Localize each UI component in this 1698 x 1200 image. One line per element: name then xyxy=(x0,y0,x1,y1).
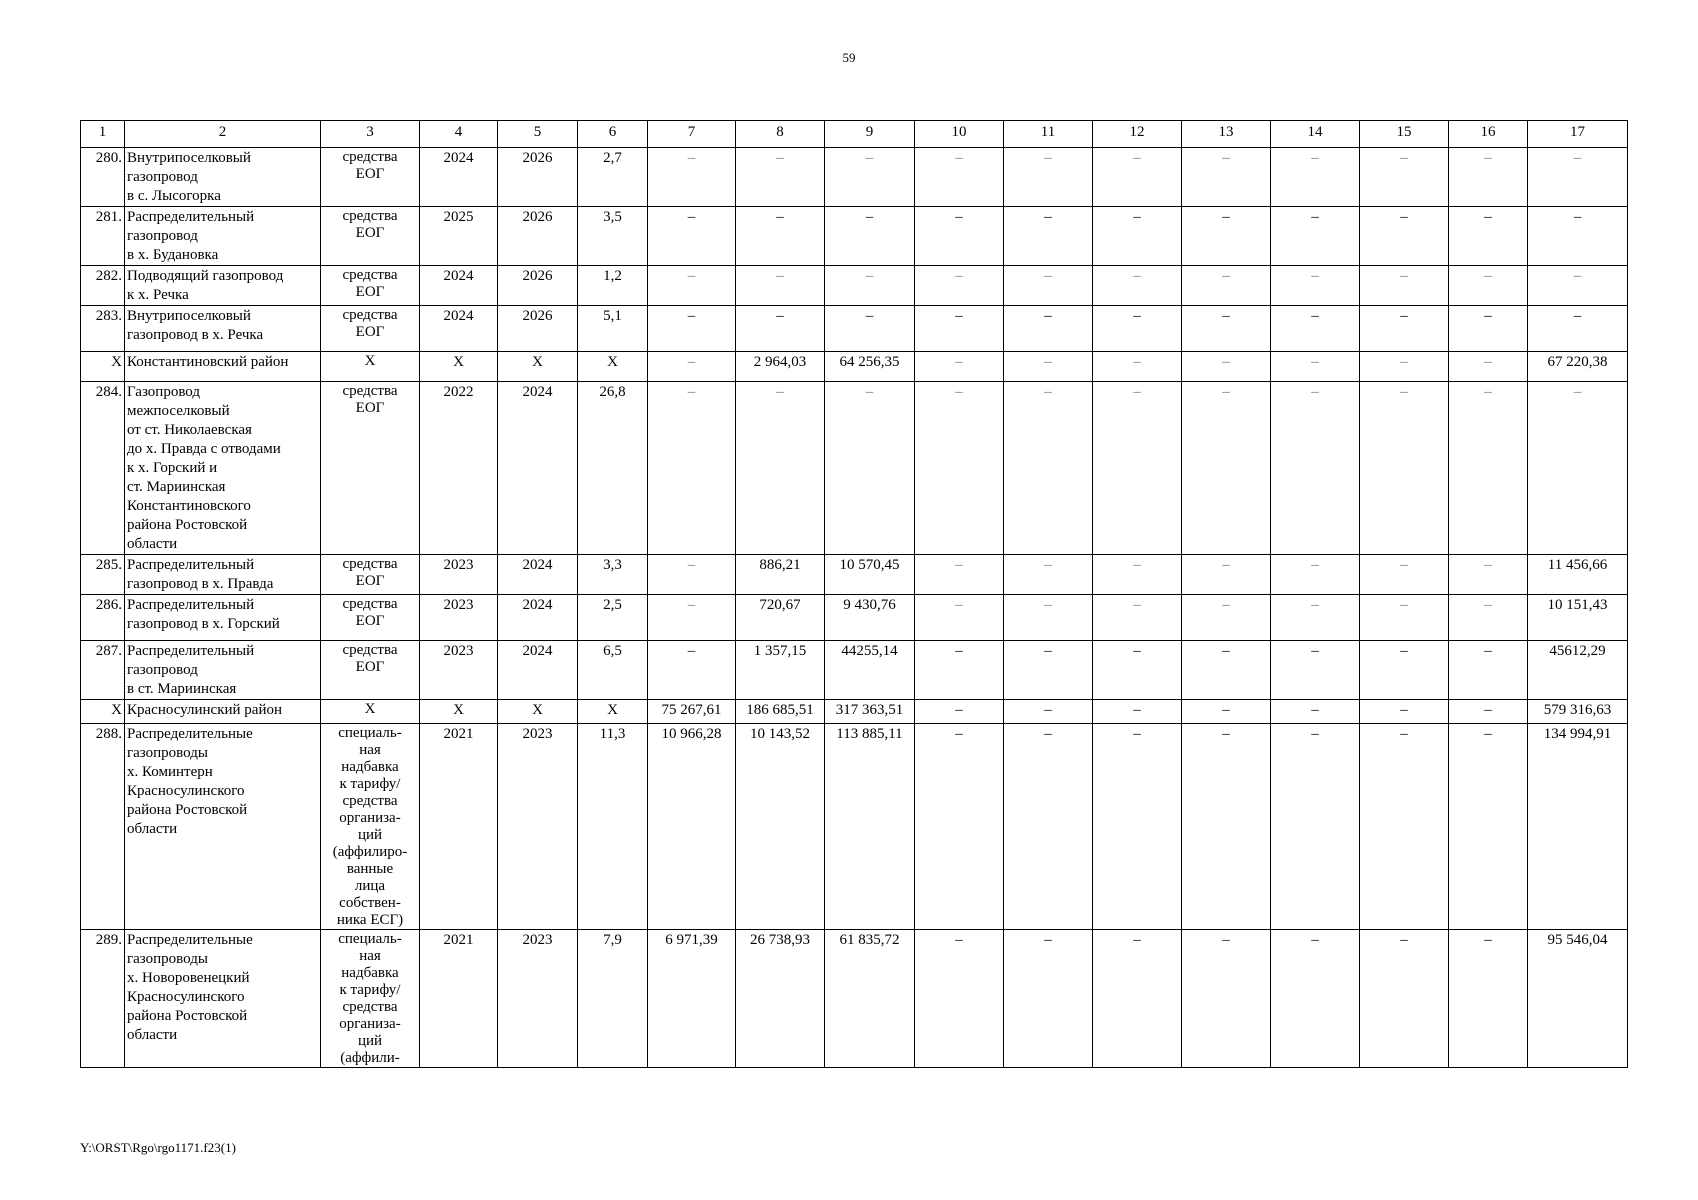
table-cell: 45612,29 xyxy=(1528,641,1628,700)
table-cell: 2024 xyxy=(420,266,498,306)
table-cell: – xyxy=(915,724,1004,930)
header-cell: 7 xyxy=(648,121,736,148)
table-cell: 2026 xyxy=(498,207,578,266)
table-row xyxy=(81,382,1628,555)
header-cell: 11 xyxy=(1004,121,1093,148)
table-cell: 2023 xyxy=(420,595,498,641)
table-cell: 26,8 xyxy=(578,382,648,555)
table-cell: – xyxy=(915,148,1004,207)
table-cell: 2021 xyxy=(420,724,498,930)
table-cell: – xyxy=(1004,148,1093,207)
table-cell: 3,3 xyxy=(578,555,648,595)
table-cell: 6,5 xyxy=(578,641,648,700)
header-cell: 8 xyxy=(736,121,825,148)
table-cell: – xyxy=(1528,382,1628,555)
table-cell: – xyxy=(1271,700,1360,724)
table-cell: 579 316,63 xyxy=(1528,700,1628,724)
table-cell: – xyxy=(1182,700,1271,724)
table-cell: – xyxy=(1271,148,1360,207)
table-cell: 2024 xyxy=(498,555,578,595)
table-cell: – xyxy=(1182,207,1271,266)
header-cell: 17 xyxy=(1528,121,1628,148)
table-cell: – xyxy=(1449,641,1528,700)
table-cell: Х xyxy=(420,352,498,382)
table-cell: средства ЕОГ xyxy=(321,382,420,555)
table-cell: – xyxy=(1528,148,1628,207)
table-cell: 44255,14 xyxy=(825,641,915,700)
table-cell: – xyxy=(1093,555,1182,595)
table-cell: – xyxy=(648,207,736,266)
table-cell: 11,3 xyxy=(578,724,648,930)
table-cell: 95 546,04 xyxy=(1528,930,1628,1068)
table-cell: средства ЕОГ xyxy=(321,148,420,207)
table-cell: – xyxy=(648,555,736,595)
object-name-cell: Внутрипоселковый газопровод в с. Лысогорка xyxy=(125,148,321,207)
table-cell: – xyxy=(648,266,736,306)
table-cell: – xyxy=(1360,306,1449,352)
table-cell: – xyxy=(825,382,915,555)
table-cell: – xyxy=(1004,641,1093,700)
table-cell: – xyxy=(1182,641,1271,700)
object-name-cell: Распределительный газопровод в ст. Мариинская xyxy=(125,641,321,700)
table-cell: – xyxy=(915,930,1004,1068)
object-name-cell: Распределительный газопровод в х. Правда xyxy=(125,555,321,595)
object-name-cell: Газопровод межпоселковый от ст. Николаевская до х. Правда с отводами к х. Горский и ст. Мариинская Константиновского района Ростовской области xyxy=(125,382,321,555)
table-cell: – xyxy=(915,306,1004,352)
table-cell: – xyxy=(1271,595,1360,641)
table-cell: – xyxy=(1271,352,1360,382)
row-number-cell: Х xyxy=(81,352,125,382)
header-cell: 13 xyxy=(1182,121,1271,148)
table-cell: средства ЕОГ xyxy=(321,207,420,266)
table-cell: – xyxy=(1271,306,1360,352)
header-cell: 14 xyxy=(1271,121,1360,148)
table-cell: – xyxy=(1271,555,1360,595)
table-row xyxy=(81,724,1628,930)
table-cell: 2024 xyxy=(498,641,578,700)
table-cell: – xyxy=(915,595,1004,641)
table-row xyxy=(81,306,1628,352)
table-cell: 2024 xyxy=(498,595,578,641)
header-cell: 10 xyxy=(915,121,1004,148)
table-cell: 2,7 xyxy=(578,148,648,207)
table-cell: – xyxy=(1093,595,1182,641)
table-cell: – xyxy=(1182,595,1271,641)
table-cell: 113 885,11 xyxy=(825,724,915,930)
table-cell: 10 143,52 xyxy=(736,724,825,930)
object-name-cell: Распределительный газопровод в х. Горский xyxy=(125,595,321,641)
table-cell: 2025 xyxy=(420,207,498,266)
page-number: 59 xyxy=(842,50,856,65)
table-cell: – xyxy=(825,266,915,306)
object-name-cell: Распределительные газопроводы х. Новоровенецкий Красносулинского района Ростовской области xyxy=(125,930,321,1068)
table-cell: – xyxy=(1449,306,1528,352)
table-cell: Х xyxy=(578,700,648,724)
table-cell: – xyxy=(915,555,1004,595)
table-cell: – xyxy=(1449,148,1528,207)
table-cell: – xyxy=(915,700,1004,724)
table-row xyxy=(81,207,1628,266)
table-cell: – xyxy=(1449,352,1528,382)
table-cell: – xyxy=(1004,555,1093,595)
table-cell: – xyxy=(1182,724,1271,930)
table-cell: – xyxy=(1093,306,1182,352)
table-cell: – xyxy=(1271,382,1360,555)
table-cell: 61 835,72 xyxy=(825,930,915,1068)
table-cell: 2022 xyxy=(420,382,498,555)
table-cell: – xyxy=(1360,207,1449,266)
table-cell: – xyxy=(1182,148,1271,207)
table-cell: – xyxy=(1093,148,1182,207)
table-cell: – xyxy=(825,207,915,266)
table-cell: – xyxy=(1093,724,1182,930)
table-cell: 75 267,61 xyxy=(648,700,736,724)
table-cell: – xyxy=(648,306,736,352)
table-cell: 10 570,45 xyxy=(825,555,915,595)
table-cell: – xyxy=(1360,148,1449,207)
table-cell: – xyxy=(1271,641,1360,700)
table-cell: – xyxy=(1004,352,1093,382)
table-cell: – xyxy=(1093,352,1182,382)
table-cell: – xyxy=(1004,724,1093,930)
table-cell: – xyxy=(1004,930,1093,1068)
table-row xyxy=(81,148,1628,207)
table-cell: 67 220,38 xyxy=(1528,352,1628,382)
table-cell: 2023 xyxy=(498,724,578,930)
table-cell: – xyxy=(1093,700,1182,724)
table-cell: Х xyxy=(420,700,498,724)
table-cell: 2023 xyxy=(420,555,498,595)
object-name-cell: Константиновский район xyxy=(125,352,321,382)
header-row xyxy=(81,121,1628,148)
table-cell: – xyxy=(736,207,825,266)
footer-path: Y:\ORST\Rgo\rgo1171.f23(1) xyxy=(80,1140,236,1155)
table-cell: – xyxy=(1182,930,1271,1068)
table-row xyxy=(81,930,1628,1068)
row-number-cell: 283. xyxy=(81,306,125,352)
table-cell: Х xyxy=(578,352,648,382)
table-cell: 2024 xyxy=(498,382,578,555)
table-cell: 11 456,66 xyxy=(1528,555,1628,595)
table-cell: 2 964,03 xyxy=(736,352,825,382)
table-cell: – xyxy=(1182,352,1271,382)
table-cell: – xyxy=(1182,555,1271,595)
table-cell: – xyxy=(648,382,736,555)
table-cell: – xyxy=(1360,595,1449,641)
table-cell: – xyxy=(1449,207,1528,266)
table-cell: – xyxy=(915,641,1004,700)
table-cell: 317 363,51 xyxy=(825,700,915,724)
header-cell: 1 xyxy=(81,121,125,148)
table-cell: 6 971,39 xyxy=(648,930,736,1068)
table-row xyxy=(81,555,1628,595)
table-cell: средства ЕОГ xyxy=(321,266,420,306)
table-cell: – xyxy=(736,382,825,555)
table-cell: 720,67 xyxy=(736,595,825,641)
table-cell: – xyxy=(1182,306,1271,352)
table-cell: – xyxy=(648,352,736,382)
table-cell: 134 994,91 xyxy=(1528,724,1628,930)
table-cell: – xyxy=(1449,595,1528,641)
table-cell: – xyxy=(825,148,915,207)
header-cell: 3 xyxy=(321,121,420,148)
object-name-cell: Распределительные газопроводы х. Коминтерн Красносулинского района Ростовской области xyxy=(125,724,321,930)
table-cell: 64 256,35 xyxy=(825,352,915,382)
header-cell: 2 xyxy=(125,121,321,148)
table-row xyxy=(81,266,1628,306)
table-cell: 2,5 xyxy=(578,595,648,641)
table-cell: – xyxy=(1528,306,1628,352)
table-cell: – xyxy=(736,266,825,306)
table-cell: – xyxy=(1449,724,1528,930)
table-cell: 26 738,93 xyxy=(736,930,825,1068)
table-cell: Х xyxy=(498,352,578,382)
table-cell: – xyxy=(648,595,736,641)
table-cell: – xyxy=(1449,266,1528,306)
table-row xyxy=(81,352,1628,382)
header-cell: 9 xyxy=(825,121,915,148)
table-cell: – xyxy=(736,306,825,352)
table-cell: – xyxy=(1360,930,1449,1068)
table-cell: – xyxy=(1360,266,1449,306)
table-cell: средства ЕОГ xyxy=(321,555,420,595)
table-row xyxy=(81,641,1628,700)
table-cell: 186 685,51 xyxy=(736,700,825,724)
table-cell: – xyxy=(915,207,1004,266)
table-cell: – xyxy=(1360,641,1449,700)
table-cell: средства ЕОГ xyxy=(321,641,420,700)
object-name-cell: Подводящий газопровод к х. Речка xyxy=(125,266,321,306)
table-cell: 10 966,28 xyxy=(648,724,736,930)
header-cell: 6 xyxy=(578,121,648,148)
table-cell: – xyxy=(1093,266,1182,306)
object-name-cell: Внутрипоселковый газопровод в х. Речка xyxy=(125,306,321,352)
table-cell: 2021 xyxy=(420,930,498,1068)
table-cell: – xyxy=(1271,724,1360,930)
table-cell: 2026 xyxy=(498,306,578,352)
table-cell: 2024 xyxy=(420,306,498,352)
row-number-cell: Х xyxy=(81,700,125,724)
header-cell: 4 xyxy=(420,121,498,148)
table-cell: 2026 xyxy=(498,148,578,207)
row-number-cell: 285. xyxy=(81,555,125,595)
table-cell: – xyxy=(1004,700,1093,724)
table-cell: – xyxy=(1271,266,1360,306)
row-number-cell: 282. xyxy=(81,266,125,306)
table-cell: – xyxy=(1004,595,1093,641)
table-cell: – xyxy=(915,352,1004,382)
table-cell: 2023 xyxy=(420,641,498,700)
table-cell: – xyxy=(1449,555,1528,595)
header-cell: 15 xyxy=(1360,121,1449,148)
table-cell: – xyxy=(1004,382,1093,555)
table-cell: 1 357,15 xyxy=(736,641,825,700)
table-cell: 2026 xyxy=(498,266,578,306)
table-cell: специаль- ная надбавка к тарифу/ средства организа- ций (аффили- xyxy=(321,930,420,1068)
table-cell: – xyxy=(1093,641,1182,700)
object-name-cell: Красносулинский район xyxy=(125,700,321,724)
table-cell: – xyxy=(825,306,915,352)
header-cell: 12 xyxy=(1093,121,1182,148)
table-cell: – xyxy=(736,148,825,207)
header-cell: 5 xyxy=(498,121,578,148)
table-cell: – xyxy=(1528,207,1628,266)
investment-table xyxy=(80,120,1628,1068)
table-row xyxy=(81,700,1628,724)
table-cell: – xyxy=(1093,930,1182,1068)
table-cell: – xyxy=(1449,930,1528,1068)
row-number-cell: 289. xyxy=(81,930,125,1068)
table-cell: – xyxy=(1360,724,1449,930)
table-cell: 10 151,43 xyxy=(1528,595,1628,641)
table-cell: – xyxy=(1093,382,1182,555)
table-cell: – xyxy=(1004,207,1093,266)
table-cell: средства ЕОГ xyxy=(321,595,420,641)
table-cell: 7,9 xyxy=(578,930,648,1068)
table-cell: – xyxy=(1182,266,1271,306)
row-number-cell: 280. xyxy=(81,148,125,207)
table-cell: – xyxy=(648,641,736,700)
table-cell: – xyxy=(1004,306,1093,352)
table-cell: – xyxy=(915,382,1004,555)
table-cell: – xyxy=(1271,930,1360,1068)
table-cell: – xyxy=(1449,382,1528,555)
table-row xyxy=(81,595,1628,641)
row-number-cell: 288. xyxy=(81,724,125,930)
header-cell: 16 xyxy=(1449,121,1528,148)
row-number-cell: 284. xyxy=(81,382,125,555)
table-cell: – xyxy=(1093,207,1182,266)
table-cell: 3,5 xyxy=(578,207,648,266)
table-cell: – xyxy=(915,266,1004,306)
row-number-cell: 286. xyxy=(81,595,125,641)
table-cell: средства ЕОГ xyxy=(321,306,420,352)
table-cell: 1,2 xyxy=(578,266,648,306)
table-cell: 9 430,76 xyxy=(825,595,915,641)
table-cell: – xyxy=(1004,266,1093,306)
table-cell: 2023 xyxy=(498,930,578,1068)
table-cell: – xyxy=(1360,382,1449,555)
table-cell: – xyxy=(1182,382,1271,555)
table-cell: Х xyxy=(321,700,420,724)
table-cell: – xyxy=(1360,555,1449,595)
table-cell: 5,1 xyxy=(578,306,648,352)
row-number-cell: 287. xyxy=(81,641,125,700)
table-cell: – xyxy=(1528,266,1628,306)
table-cell: 2024 xyxy=(420,148,498,207)
table-cell: – xyxy=(1360,700,1449,724)
table-cell: – xyxy=(648,148,736,207)
table-cell: – xyxy=(1360,352,1449,382)
table-cell: 886,21 xyxy=(736,555,825,595)
row-number-cell: 281. xyxy=(81,207,125,266)
table-cell: Х xyxy=(498,700,578,724)
table-cell: Х xyxy=(321,352,420,382)
table-cell: специаль- ная надбавка к тарифу/ средства организа- ций (аффилиро- ванные лица собствен- ника ЕСГ) xyxy=(321,724,420,930)
object-name-cell: Распределительный газопровод в х. Будановка xyxy=(125,207,321,266)
table-cell: – xyxy=(1271,207,1360,266)
table-cell: – xyxy=(1449,700,1528,724)
